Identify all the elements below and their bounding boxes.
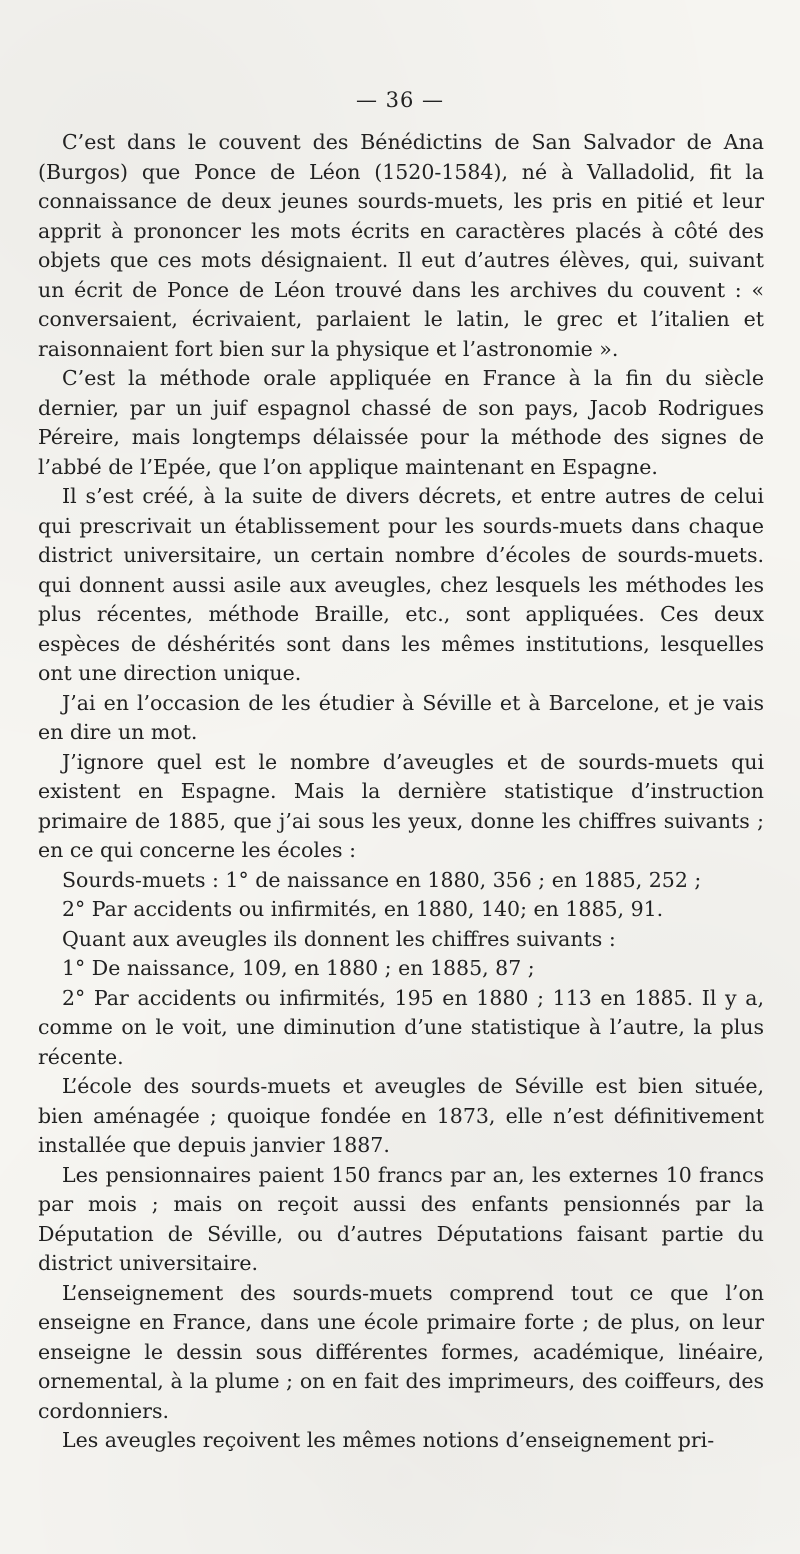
paragraph: J’ignore quel est le nombre d’aveugles et de sourds-muets qui existent en Espagne. Mais la dernière statistique d’instruction primaire de 1885, que j’ai sous les yeux, donne les chiffres suivants ; en ce qui concerne les écoles :	[38, 749, 764, 862]
paragraph: L’école des sourds-muets et aveugles de Séville est bien située, bien aménagée ; quoique fondée en 1873, elle n’est définitivement installée que depuis janvier 1887.	[38, 1074, 764, 1157]
paragraph: C’est la méthode orale appliquée en France à la fin du siècle dernier, par un juif espagnol chassé de son pays, Jacob Rodrigues Péreire, mais longtemps délaissée pour la méthode des signes de l’abbé de l’Epée, que l’on applique maintenant en Espagne.	[38, 366, 764, 479]
paragraph: C’est dans le couvent des Bénédictins de San Salvador de Ana (Burgos) que Ponce de Léon (1520-1584), né à Valladolid, fit la connaissance de deux jeunes sourds-muets, les pris en pitié et leur apprit à prononcer les mots écrits en caractères placés à côté des objets que ces mots désignaient. Il eut d’autres élèves, qui, suivant un écrit de Ponce de Léon trouvé dans les archives du couvent : « conversaient, écrivaient, parlaient le latin, le grec et l’italien et raisonnaient fort bien sur la physique et l’astronomie ».	[38, 130, 764, 361]
paragraph: Les pensionnaires paient 150 francs par an, les externes 10 francs par mois ; mais on reçoit aussi des enfants pensionnés par la Députation de Séville, ou d’autres Députations faisant partie du district universitaire.	[38, 1162, 764, 1275]
page-number: — 36 —	[355, 88, 445, 112]
paragraph: Sourds-muets : 1° de naissance en 1880, 356 ; en 1885, 252 ;	[62, 867, 702, 892]
body-text	[38, 128, 764, 1456]
paragraph: L’enseignement des sourds-muets comprend tout ce que l’on enseigne en France, dans une école primaire forte ; de plus, on leur enseigne le dessin sous différentes formes, académique, linéaire, ornemental, à la plume ; on en fait des imprimeurs, des coiffeurs, des cordonniers.	[38, 1280, 764, 1423]
paragraph: Les aveugles reçoivent les mêmes notions d’enseignement pri-	[62, 1428, 715, 1452]
paragraph: 1° De naissance, 109, en 1880 ; en 1885, 87 ;	[62, 956, 535, 980]
paragraph: J’ai en l’occasion de les étudier à Séville et à Barcelone, et je vais en dire un mot.	[38, 690, 764, 744]
paragraph: 2° Par accidents ou infirmités, en 1880, 140; en 1885, 91.	[62, 897, 664, 921]
paragraph: 2° Par accidents ou infirmités, 195 en 1880 ; 113 en 1885. Il y a, comme on le voit, une diminution d’une statistique à l’autre, la plus récente.	[38, 985, 764, 1069]
paragraph: Quant aux aveugles ils donnent les chiffres suivants :	[62, 926, 616, 951]
paragraph: Il s’est créé, à la suite de divers décrets, et entre autres de celui qui prescrivait un établissement pour les sourds-muets dans chaque district universitaire, un certain nombre d’écoles de sourds-muets. qui donnent aussi asile aux aveugles, chez lesquels les méthodes les plus récentes, méthode Braille, etc., sont appliquées. Ces deux espèces de déshérités sont dans les mêmes institutions, lesquelles ont une direction unique.	[38, 484, 764, 685]
